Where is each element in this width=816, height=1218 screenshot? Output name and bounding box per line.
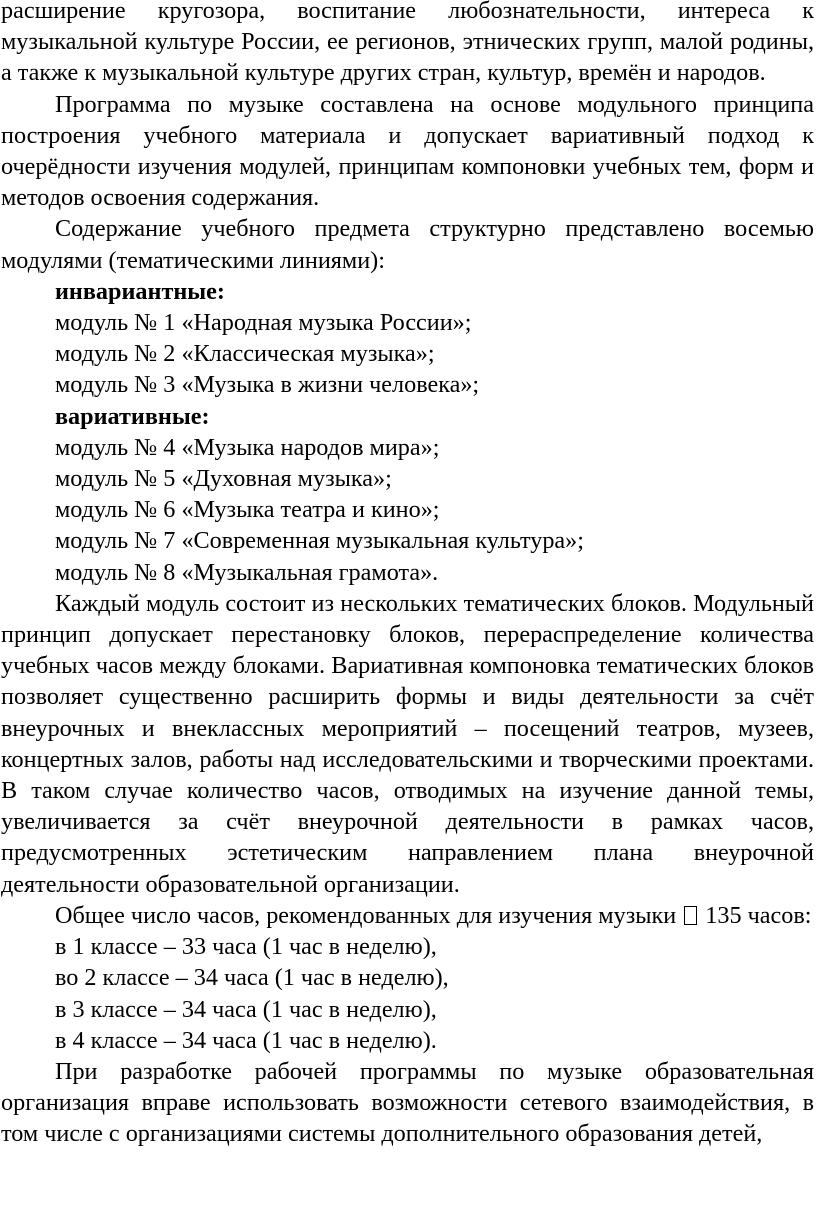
missing-glyph-icon: [684, 906, 697, 925]
module-item-3: модуль № 3 «Музыка в жизни человека»;: [55, 371, 480, 399]
module-item-2: модуль № 2 «Классическая музыка»;: [55, 340, 435, 368]
invariant-heading: инвариантные:: [55, 277, 225, 305]
paragraph-network-interaction: При разработке рабочей программы по музыке образовательная организация вправе использовать возможности сетевого взаимодействия, в том числе с организациями системы дополнительного образования детей,: [1, 1057, 814, 1148]
total-hours-value: 135 часов:: [705, 901, 812, 929]
grade-hours-3: в 3 классе – 34 часа (1 час в неделю),: [55, 995, 437, 1023]
grade-hours-4: в 4 классе – 34 часа (1 час в неделю).: [55, 1026, 437, 1054]
paragraph-content-modules: Содержание учебного предмета структурно представлено восемью модулями (тематическими линиями):: [1, 215, 814, 274]
module-item-7: модуль № 7 «Современная музыкальная культура»;: [55, 527, 584, 555]
module-item-5: модуль № 5 «Духовная музыка»;: [55, 465, 392, 493]
paragraph-total-hours: [1, 900, 814, 931]
module-item-1: модуль № 1 «Народная музыка России»;: [55, 309, 472, 337]
grade-hours-1: в 1 классе – 33 часа (1 час в неделю),: [55, 933, 437, 961]
module-item-6: модуль № 6 «Музыка театра и кино»;: [55, 496, 440, 524]
paragraph-module-blocks: Каждый модуль состоит из нескольких тематических блоков. Модульный принцип допускает перестановку блоков, перераспределение количества учебных часов между блоками. Вариативная компоновка тематических блоков позволяет существенно расширить формы и виды деятельности за счёт внеурочных и внеклассных мероприятий – посещений театров, музеев, концертных залов, работы над исследовательскими и творческими проектами. В таком случае количество часов, отводимых на изучение данной темы, увеличивается за счёт внеурочной деятельности в рамках часов, предусмотренных эстетическим направлением плана внеурочной деятельности образовательной организации.: [1, 589, 814, 898]
module-item-4: модуль № 4 «Музыка народов мира»;: [55, 433, 440, 461]
paragraph-program-structure: Программа по музыке составлена на основе модульного принципа построения учебного материала и допускает вариативный подход к очерёдности изучения модулей, принципам компоновки учебных тем, форм и методов освоения содержания.: [1, 90, 814, 212]
grade-hours-2: во 2 классе – 34 часа (1 час в неделю),: [55, 964, 449, 992]
total-hours-text: Общее число часов, рекомендованных для изучения музыки: [55, 901, 677, 929]
paragraph-intro: расширение кругозора, воспитание любознательности, интереса к музыкальной культуре России, ее регионов, этнических групп, малой родины, а также к музыкальной культуре других стран, культур, времён и народов.: [1, 0, 814, 87]
variative-heading: вариативные:: [55, 402, 210, 430]
module-item-8: модуль № 8 «Музыкальная грамота».: [55, 558, 439, 586]
